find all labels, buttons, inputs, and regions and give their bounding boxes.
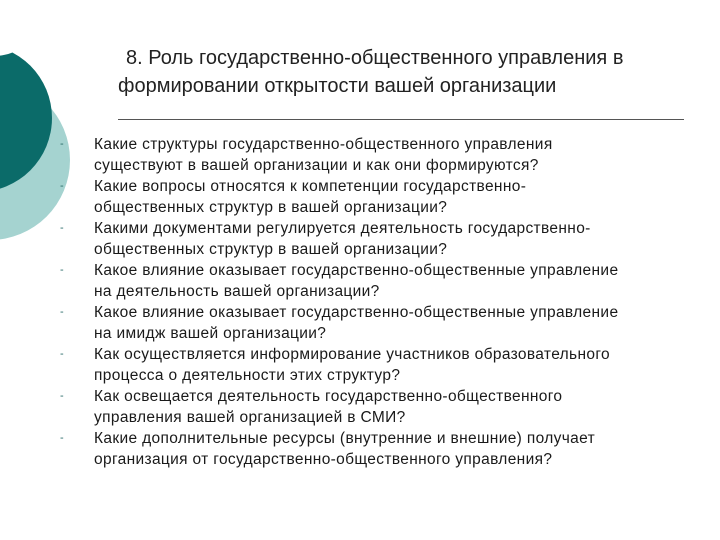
- question-item-6: [60, 344, 700, 386]
- question-7-line-1: Как освещается деятельность государственно-общественного: [94, 388, 563, 405]
- question-item-3: [60, 218, 700, 260]
- question-item-4: [60, 260, 700, 302]
- bullet-dash-icon: -: [60, 432, 65, 444]
- question-4-line-1: Какое влияние оказывает государственно-общественные управление: [94, 262, 619, 279]
- bullet-dash-icon: -: [60, 180, 65, 192]
- question-item-5: [60, 302, 700, 344]
- question-2-line-2: общественных структур в вашей организации?: [94, 199, 448, 216]
- question-8-line-2: организация от государственно-общественного управления?: [94, 451, 553, 468]
- question-2-line-1: Какие вопросы относятся к компетенции государственно-: [94, 178, 527, 195]
- title-divider: [118, 119, 684, 120]
- question-5-line-1: Какое влияние оказывает государственно-общественные управление: [94, 304, 619, 321]
- question-6-line-2: процесса о деятельности этих структур?: [94, 367, 401, 384]
- question-item-7: [60, 386, 700, 428]
- question-5-line-2: на имидж вашей организации?: [94, 325, 327, 342]
- question-item-8: [60, 428, 700, 470]
- slide-title: [118, 44, 708, 100]
- white-circle: [0, 0, 44, 56]
- bullet-dash-icon: -: [60, 222, 65, 234]
- slide-title-line-2: формировании открытости вашей организации: [118, 75, 557, 97]
- question-item-1: [60, 134, 700, 176]
- bullet-dash-icon: -: [60, 306, 65, 318]
- bullet-dash-icon: -: [60, 138, 65, 150]
- question-6-line-1: Как осуществляется информирование участников образовательного: [94, 346, 610, 363]
- question-1-line-1: Какие структуры государственно-общественного управления: [94, 136, 553, 153]
- slide-title-line-1: 8. Роль государственно-общественного управления в: [126, 47, 624, 69]
- question-7-line-2: управления вашей организацией в СМИ?: [94, 409, 406, 426]
- bullet-dash-icon: -: [60, 264, 65, 276]
- question-8-line-1: Какие дополнительные ресурсы (внутренние и внешние) получает: [94, 430, 596, 447]
- question-list: [60, 134, 700, 470]
- question-4-line-2: на деятельность вашей организации?: [94, 283, 380, 300]
- question-3-line-2: общественных структур в вашей организации?: [94, 241, 448, 258]
- question-1-line-2: существуют в вашей организации и как они формируются?: [94, 157, 539, 174]
- question-3-line-1: Какими документами регулируется деятельность государственно-: [94, 220, 591, 237]
- bullet-dash-icon: -: [60, 390, 65, 402]
- question-item-2: [60, 176, 700, 218]
- bullet-dash-icon: -: [60, 348, 65, 360]
